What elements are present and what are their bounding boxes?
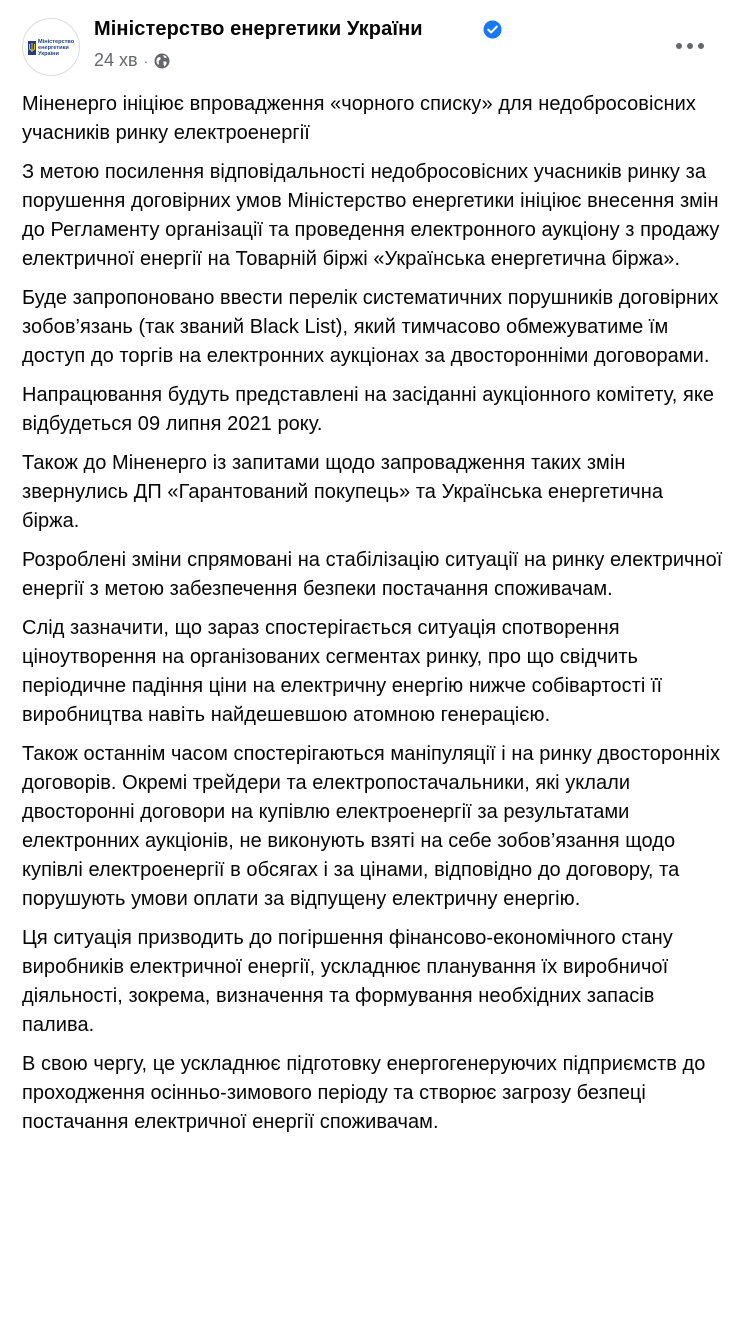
more-options-button[interactable] [668, 34, 712, 58]
more-dot-icon [698, 43, 704, 49]
verified-badge-icon [483, 20, 502, 39]
post-paragraph: В свою чергу, це ускладнює підготовку енергогенеруючих підприємств до проходження осінньо-зимового періоду та створює загрозу безпеці постачання електричної енергії споживачам. [22, 1053, 706, 1133]
more-dot-icon [676, 43, 682, 49]
post-paragraph: Буде запропоновано ввести перелік систематичних порушників договірних зобов’язань (так званий Black List), який тимчасово обмежуватиме їм доступ до торгів на електронних аукціонах за двосторонніми договорами. [22, 287, 719, 367]
avatar-org-text: Міністерство енергетики України [38, 39, 75, 58]
post-paragraph: Також останнім часом спостерігаються маніпуляції і на ринку двосторонніх договорів. Окремі трейдери та електропостачальники, які уклали двосторонні договори на купівлю електроенергії за результатами електронних аукціонів, не виконують взяті на себе зобов’язання щодо купівлі електроенергії в обсягах і за цінами, відповідно до договору, та порушують умови оплати за відпущену електричну енергію. [22, 743, 721, 910]
avatar[interactable] [22, 18, 80, 76]
post-header [22, 16, 720, 78]
more-dot-icon [687, 43, 693, 49]
post-meta [94, 50, 170, 71]
post-paragraph: Напрацювання будуть представлені на засіданні аукціонного комітету, яке відбудеться 09 липня 2021 року. [22, 384, 715, 435]
post-text [22, 90, 724, 1147]
post-paragraph: Міненерго ініціює впровадження «чорного списку» для недобросовісних учасників ринку електроенергії [22, 93, 696, 144]
globe-icon[interactable] [154, 53, 170, 69]
post-paragraph: З метою посилення відповідальності недобросовісних учасників ринку за порушення договірних умов Міністерство енергетики ініціює внесення змін до Регламенту організації та проведення електронного аукціону з продажу електричної енергії на Товарній біржі «Українська енергетична біржа». [22, 161, 720, 270]
post-paragraph: Ця ситуація призводить до погіршення фінансово-економічного стану виробників електричної енергії, ускладнює планування їх виробничої діяльності, зокрема, визначення та формування необхідних запасів палива. [22, 927, 673, 1036]
timestamp-link[interactable]: 24 хв [94, 50, 138, 70]
post-paragraph: Слід зазначити, що зараз спостерігається ситуація спотворення ціноутворення на організованих сегментах ринку, про що свідчить періодичне падіння ціни на електричну енергію нижче собівартості її виробництва навіть найдешевшою атомною генерацією. [22, 617, 663, 726]
page-name-link[interactable]: Міністерство енергетики України [94, 18, 423, 40]
meta-separator: · [143, 52, 149, 69]
trident-icon [28, 41, 36, 55]
post-paragraph: Також до Міненерго із запитами щодо запровадження таких змін звернулись ДП «Гарантований покупець» та Українська енергетична біржа. [22, 452, 664, 532]
post-paragraph: Розроблені зміни спрямовані на стабілізацію ситуації на ринку електричної енергії з метою забезпечення безпеки постачання споживачам. [22, 549, 723, 600]
